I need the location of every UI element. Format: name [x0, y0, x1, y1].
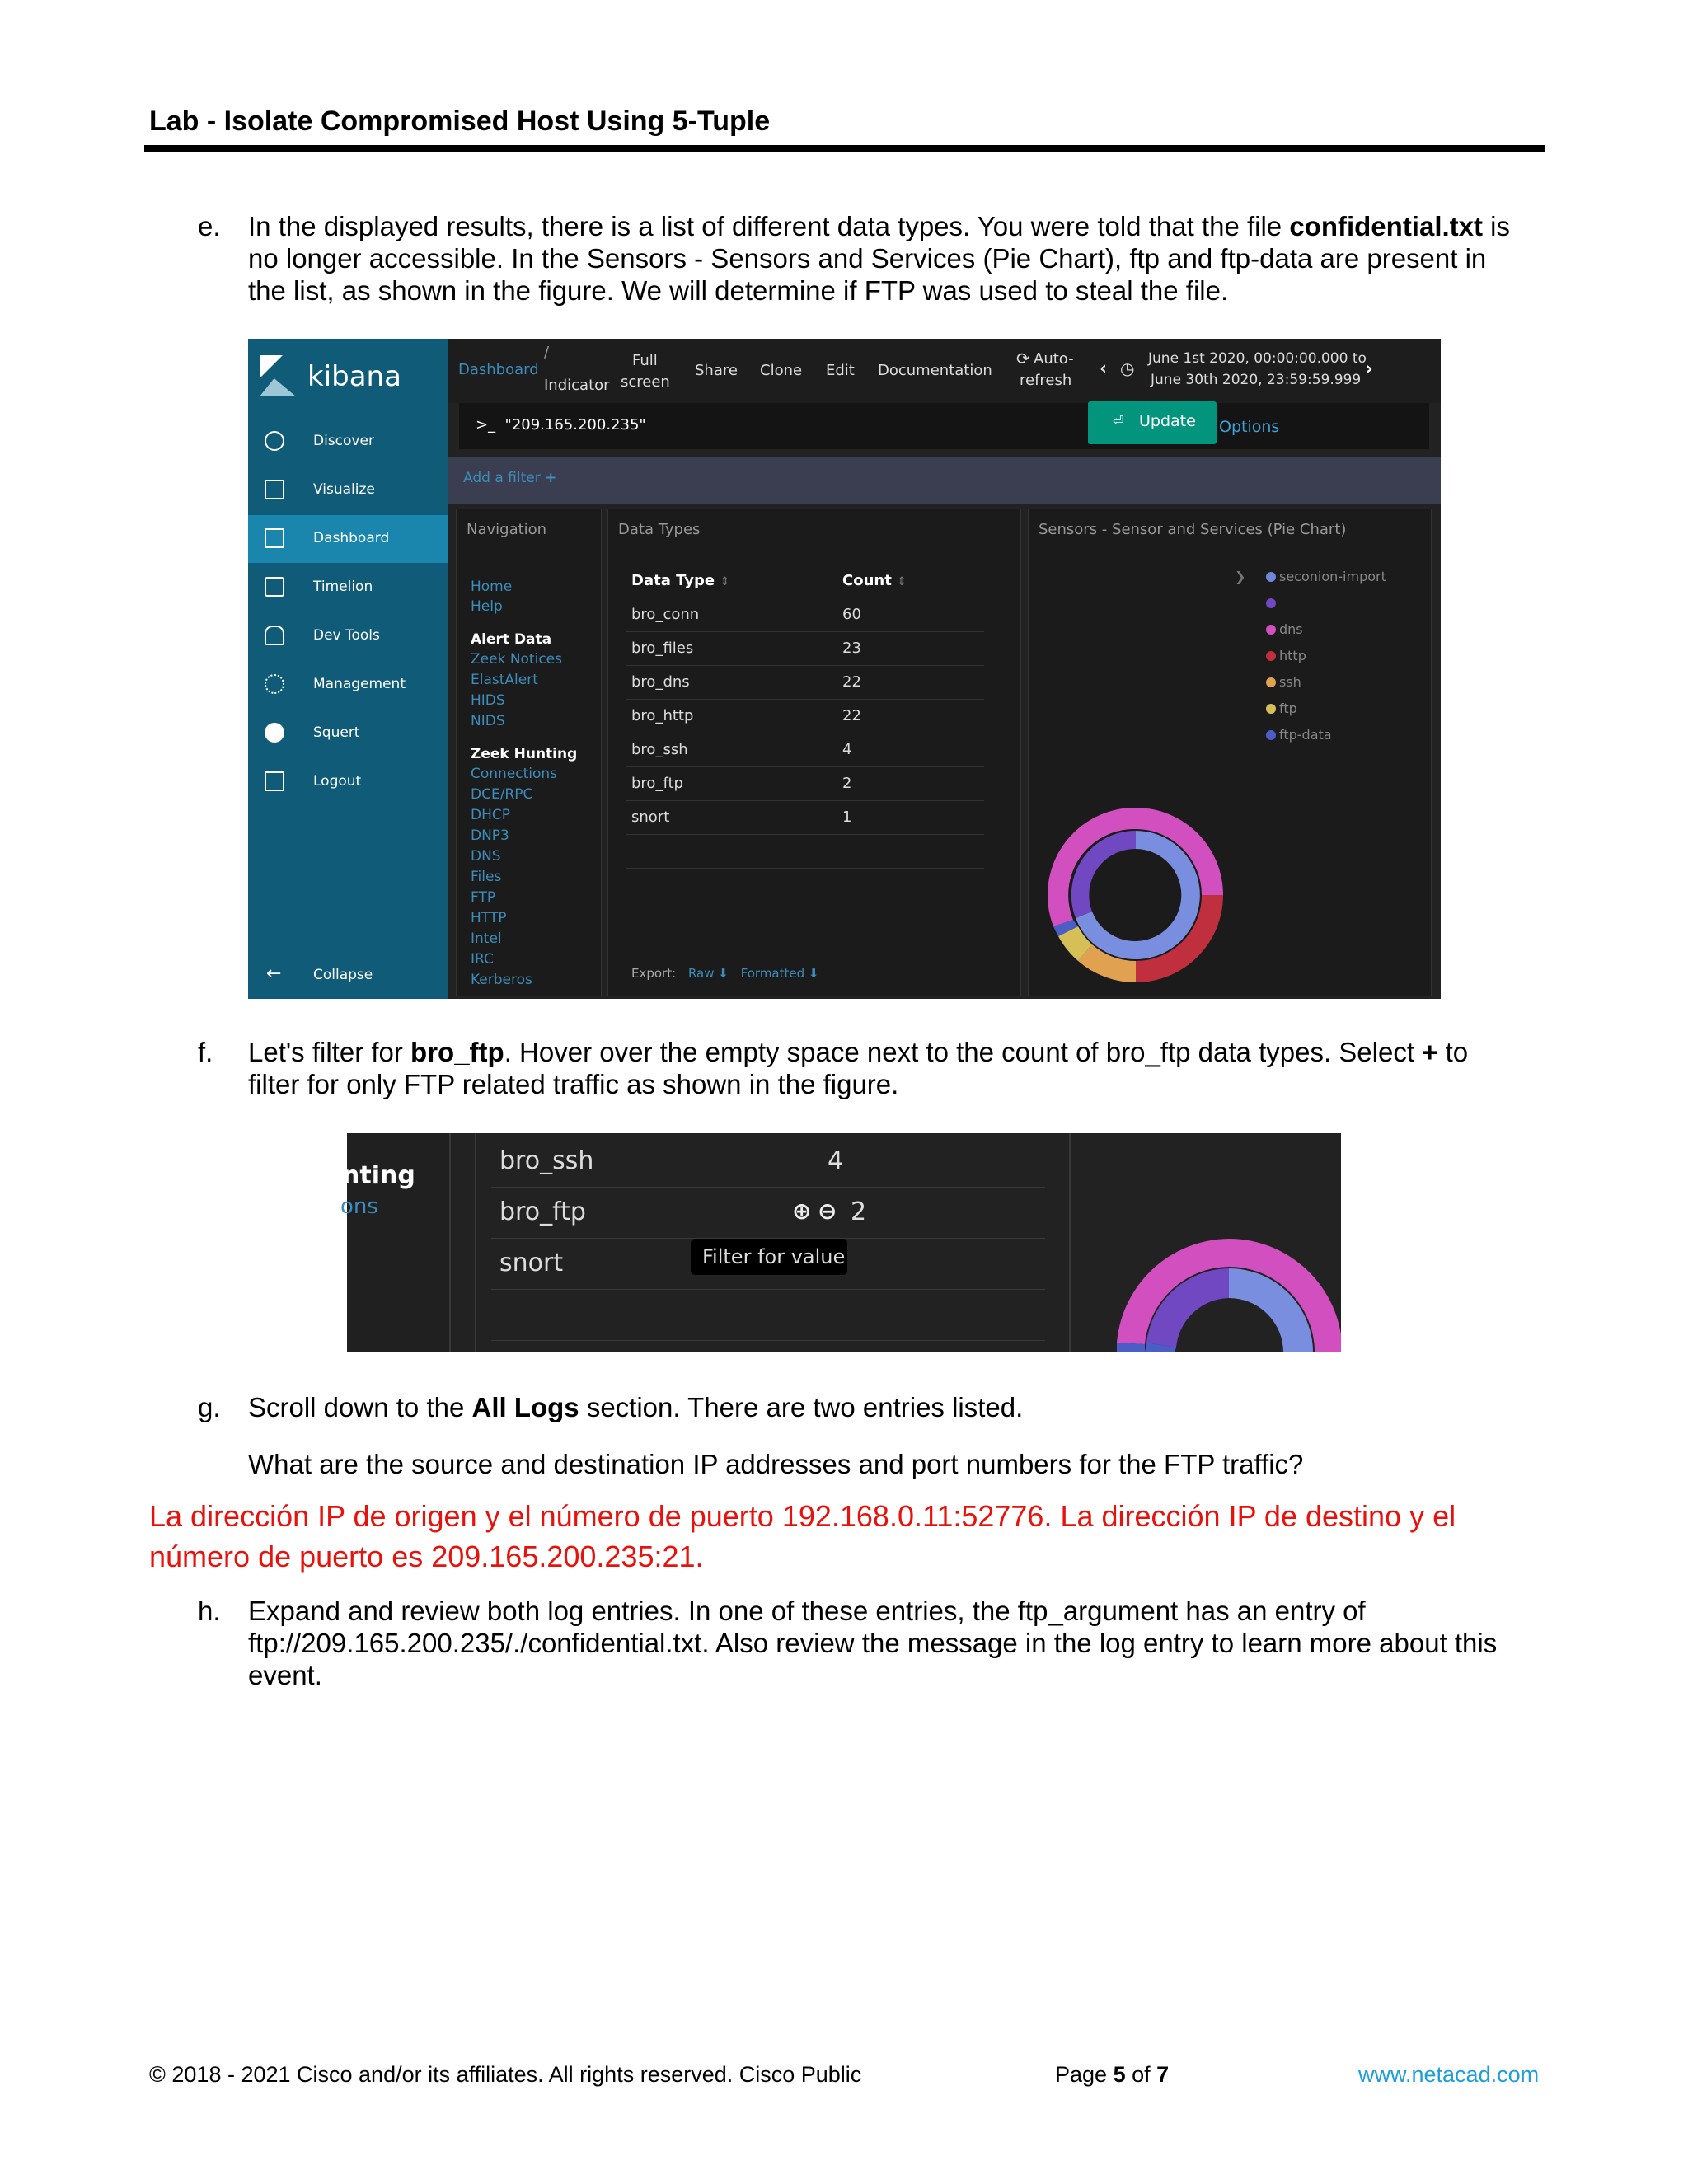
clone-button[interactable]: Clone [760, 362, 803, 379]
time-range-start[interactable]: June 1st 2020, 00:00:00.000 to [1148, 350, 1367, 367]
column-label: Count [842, 572, 892, 589]
legend-item[interactable] [1266, 621, 1303, 637]
panel-divider [449, 1133, 451, 1352]
filter-zoom-screenshot [340, 1133, 1341, 1352]
count-cell: 2 [851, 1197, 867, 1226]
bold-term: All Logs [471, 1392, 579, 1422]
pie-chart-partial [1114, 1235, 1341, 1352]
sidebar-item-label: Timelion [313, 579, 373, 595]
collapse-button[interactable] [248, 952, 448, 1000]
table-row [626, 800, 984, 835]
table-row [626, 665, 984, 700]
legend-label: http [1279, 648, 1306, 663]
refresh-icon: ⟳ [1016, 349, 1030, 368]
table-row [626, 699, 984, 733]
panel-divider [1069, 1133, 1071, 1352]
chevron-left-icon[interactable]: ‹ [1100, 359, 1108, 379]
full-screen-button-line1[interactable]: Full [632, 352, 658, 369]
sensors-pie-panel [1028, 509, 1432, 996]
count-cell: 4 [842, 741, 852, 758]
update-label: Update [1139, 412, 1196, 430]
pie-slice [1117, 1343, 1145, 1352]
partial-link[interactable]: ons [340, 1194, 378, 1219]
nav-link[interactable]: FTP [471, 889, 496, 906]
kibana-dashboard-screenshot [248, 339, 1441, 999]
kibana-top-bar [448, 339, 1441, 403]
step-text: Expand and review both log entries. In one of these entries, the ftp_argument has an entry of [248, 1596, 1366, 1626]
download-icon: ⬇ [808, 966, 819, 981]
step-text: the list, as shown in the figure. We will determine if FTP was used to steal the file. [248, 275, 1229, 306]
step-h [198, 1595, 1550, 1694]
step-marker: h. [198, 1596, 221, 1626]
pie-hole [1093, 852, 1179, 938]
nav-link-help[interactable]: Help [471, 598, 503, 615]
filter-out-value-icon[interactable]: ⊖ [818, 1197, 837, 1225]
step-text: filter for only FTP related traffic as shown in the figure. [248, 1069, 899, 1099]
dashboard-icon [265, 528, 284, 548]
count-cell: 1 [842, 808, 852, 826]
step-f [198, 1036, 1550, 1102]
sidebar-item-management[interactable] [248, 661, 448, 709]
sort-icon: ⇕ [897, 575, 907, 588]
export-raw-link[interactable] [688, 966, 729, 981]
navigation-panel [456, 509, 602, 996]
data-types-panel [607, 509, 1021, 996]
table-row [491, 1137, 1045, 1188]
legend-item[interactable] [1266, 727, 1332, 743]
page-title: Lab - Isolate Compromised Host Using 5-Tuple [149, 105, 771, 137]
file-name: confidential.txt [1289, 211, 1484, 241]
panel-title: Navigation [467, 521, 547, 538]
panel-title: Sensors - Sensor and Services (Pie Chart) [1039, 521, 1347, 538]
step-text: Scroll down to the [248, 1392, 472, 1422]
footer-copyright: © 2018 - 2021 Cisco and/or its affiliates. All rights reserved. Cisco Public [149, 2062, 862, 2087]
nav-link-home[interactable]: Home [471, 579, 513, 595]
legend-label: ssh [1279, 674, 1301, 690]
footer-page-number [1055, 2062, 1169, 2088]
sidebar-item-timelion[interactable] [248, 564, 448, 612]
step-text: to [1437, 1037, 1469, 1067]
nav-link[interactable]: Kerberos [471, 972, 532, 988]
data-type-cell: bro_dns [631, 673, 690, 691]
sidebar-item-dev-tools[interactable] [248, 612, 448, 660]
sidebar-item-label: Dev Tools [313, 627, 380, 644]
nav-link[interactable]: ElastAlert [471, 672, 538, 688]
step-text: Let's filter for [248, 1037, 411, 1067]
kibana-logo-icon-base [260, 378, 296, 396]
sidebar-item-logout[interactable] [248, 758, 448, 806]
data-type-cell: bro_files [631, 640, 694, 657]
data-type-cell: bro_http [631, 707, 694, 724]
sidebar-item-label: Squert [313, 724, 360, 741]
legend-dot [1266, 651, 1276, 661]
data-type-cell: bro_conn [631, 606, 700, 623]
compass-icon [265, 431, 284, 451]
pie-chart[interactable] [1045, 804, 1226, 986]
step-marker: g. [198, 1392, 221, 1422]
data-type-cell: bro_ssh [631, 741, 688, 758]
legend-item[interactable] [1266, 648, 1306, 663]
nav-link[interactable]: IRC [471, 951, 494, 968]
options-button[interactable]: Options [1219, 418, 1280, 436]
count-cell: 23 [842, 640, 861, 657]
export-raw-label: Raw [687, 966, 715, 981]
page-total: 7 [1156, 2062, 1170, 2087]
step-text: ftp://209.165.200.235/./confidential.txt. Also review the message in the log entry to learn more about this [248, 1628, 1498, 1658]
data-type-cell: snort [499, 1249, 564, 1277]
sidebar-item-discover[interactable] [248, 418, 448, 466]
nav-link[interactable]: NIDS [471, 713, 505, 729]
question-text: What are the source and destination IP addresses and port numbers for the FTP traffic? [248, 1449, 1304, 1479]
export-label: Export: [631, 966, 677, 981]
table-row [626, 733, 984, 767]
nav-link[interactable]: Zeek Notices [471, 651, 562, 668]
query-bar[interactable] [459, 403, 1429, 449]
sidebar-item-visualize[interactable] [248, 466, 448, 514]
query-prompt: >_ [476, 416, 496, 434]
auto-refresh-button-line1[interactable]: Auto- [1034, 350, 1074, 368]
answer-text [149, 1496, 1550, 1577]
breadcrumb-indicator: Indicator [544, 377, 610, 394]
table-row-empty [491, 1290, 1045, 1341]
download-icon: ⬇ [718, 966, 729, 981]
kibana-logo-icon [260, 355, 283, 378]
nav-link[interactable]: Connections [471, 766, 558, 782]
update-icon: ⏎ [1113, 413, 1124, 429]
query-input[interactable] [476, 416, 646, 434]
logout-icon [265, 771, 284, 791]
table-row-empty [626, 868, 984, 902]
step-text: In the displayed results, there is a list of different data types. You were told that the file [248, 211, 1290, 241]
filter-for-value-icon[interactable]: ⊕ [792, 1197, 812, 1225]
data-type-cell: bro_ftp [631, 775, 683, 792]
filter-bar [448, 457, 1441, 504]
count-cell: 4 [828, 1146, 844, 1175]
nav-section-header: Alert Data [471, 631, 552, 648]
legend-label: seconion-import [1279, 569, 1386, 584]
page-of: of [1125, 2062, 1157, 2087]
edit-button[interactable]: Edit [826, 362, 855, 379]
footer-link[interactable]: www.netacad.com [1358, 2062, 1540, 2087]
step-marker: f. [198, 1037, 213, 1067]
plus-icon: + [545, 470, 557, 486]
answer-line: La dirección IP de origen y el número de puerto 192.168.0.11:52776. La dirección IP de destino y el [149, 1499, 1456, 1533]
update-button[interactable] [1088, 401, 1217, 444]
nav-section-header: Zeek Hunting [471, 746, 578, 762]
full-screen-button-line2[interactable]: screen [621, 373, 670, 391]
sidebar-item-label: Dashboard [313, 530, 390, 546]
nav-link[interactable]: HIDS [471, 692, 505, 709]
share-button[interactable]: Share [695, 362, 738, 379]
step-marker: e. [198, 211, 221, 241]
time-range-end[interactable]: June 30th 2020, 23:59:59.999 [1151, 372, 1362, 388]
tooltip [691, 1239, 847, 1275]
auto-refresh-button-line2[interactable]: refresh [1020, 372, 1072, 389]
nav-link[interactable]: DHCP [471, 807, 510, 823]
plus-symbol: + [1422, 1037, 1438, 1067]
legend-item[interactable] [1266, 595, 1279, 611]
nav-link[interactable]: Files [471, 869, 502, 885]
arrow-left-icon: ← [266, 963, 282, 984]
sidebar-item-label: Discover [313, 433, 374, 449]
data-type-cell: bro_ftp [499, 1197, 586, 1226]
count-cell: 22 [842, 673, 861, 691]
page-label: Page [1055, 2062, 1114, 2087]
legend-label: ftp-data [1279, 727, 1332, 743]
legend-label: dns [1279, 621, 1303, 637]
clock-icon: ◷ [1120, 359, 1135, 378]
chevron-right-icon[interactable]: › [1365, 357, 1373, 380]
query-text: "209.165.200.235" [504, 416, 646, 434]
data-type-cell: snort [631, 808, 670, 826]
answer-line: número de puerto es 209.165.200.235:21. [149, 1540, 704, 1573]
legend-dot [1266, 677, 1276, 687]
timelion-icon [265, 577, 284, 597]
sidebar-item-squert[interactable] [248, 710, 448, 757]
sidebar-item-dashboard[interactable] [248, 515, 448, 563]
documentation-button[interactable]: Documentation [878, 362, 992, 379]
column-header-data-type[interactable] [631, 572, 729, 589]
data-type-cell: bro_ssh [499, 1146, 594, 1175]
column-header-count[interactable] [842, 572, 907, 589]
nav-link[interactable]: HTTP [471, 910, 507, 926]
header-rule [144, 145, 1545, 152]
wrench-icon [265, 626, 284, 645]
legend-dot [1266, 598, 1276, 608]
nav-link[interactable]: DNP3 [471, 827, 509, 844]
tooltip-text: Filter for value [702, 1245, 846, 1268]
add-filter-button[interactable] [463, 470, 556, 486]
partial-heading: nting [342, 1161, 415, 1190]
table-row [626, 631, 984, 666]
export-formatted-label: Formatted [740, 966, 805, 981]
nav-link[interactable]: DNS [471, 848, 501, 865]
step-text: is [1483, 211, 1511, 241]
gear-icon [265, 674, 284, 694]
count-cell: 2 [842, 775, 852, 792]
export-bar [631, 966, 819, 981]
panel-title: Data Types [618, 521, 701, 538]
step-e [198, 210, 1550, 309]
zoom-left-panel [340, 1133, 449, 1352]
table-row [626, 766, 984, 801]
column-label: Data Type [631, 572, 715, 589]
sort-icon: ⇕ [720, 575, 730, 588]
breadcrumb-separator: / [544, 344, 550, 361]
sidebar-item-label: Management [313, 676, 406, 692]
kibana-sidebar [248, 339, 448, 999]
kibana-logo-text: kibana [307, 360, 401, 393]
page-current: 5 [1113, 2062, 1126, 2087]
bold-term: bro_ftp [410, 1037, 504, 1067]
table-row [626, 598, 984, 632]
legend-dot [1266, 704, 1276, 714]
step-text: . Hover over the empty space next to the count of bro_ftp data types. Select [504, 1037, 1423, 1067]
chart-icon [265, 480, 284, 499]
table-row-empty [626, 834, 984, 869]
nav-link[interactable]: Intel [471, 930, 502, 947]
play-icon [265, 723, 284, 743]
legend-dot [1266, 730, 1276, 740]
breadcrumb-dashboard[interactable]: Dashboard [458, 361, 539, 378]
panel-divider [475, 1133, 476, 1352]
legend-label: ftp [1279, 701, 1297, 716]
collapse-label: Collapse [313, 967, 373, 983]
step-text: no longer accessible. In the Sensors - Sensors and Services (Pie Chart), ftp and ftp-data are present in [248, 243, 1487, 274]
count-cell: 60 [842, 606, 861, 623]
legend-item[interactable] [1266, 569, 1386, 584]
legend-dot [1266, 625, 1276, 635]
nav-link[interactable]: DCE/RPC [471, 786, 533, 803]
step-text: section. There are two entries listed. [579, 1392, 1024, 1422]
step-text: event. [248, 1660, 322, 1690]
count-cell: 22 [842, 707, 861, 724]
export-formatted-link[interactable] [741, 966, 819, 981]
add-filter-label: Add a filter [463, 470, 541, 486]
step-g [198, 1391, 1550, 1482]
table-row [491, 1188, 1045, 1239]
legend-toggle-icon[interactable]: ❯ [1235, 569, 1246, 584]
sidebar-item-label: Logout [313, 773, 362, 790]
legend-item[interactable] [1266, 701, 1297, 716]
legend-dot [1266, 572, 1276, 582]
table-header [626, 564, 984, 598]
sidebar-item-label: Visualize [313, 481, 375, 498]
legend-item[interactable] [1266, 674, 1301, 690]
